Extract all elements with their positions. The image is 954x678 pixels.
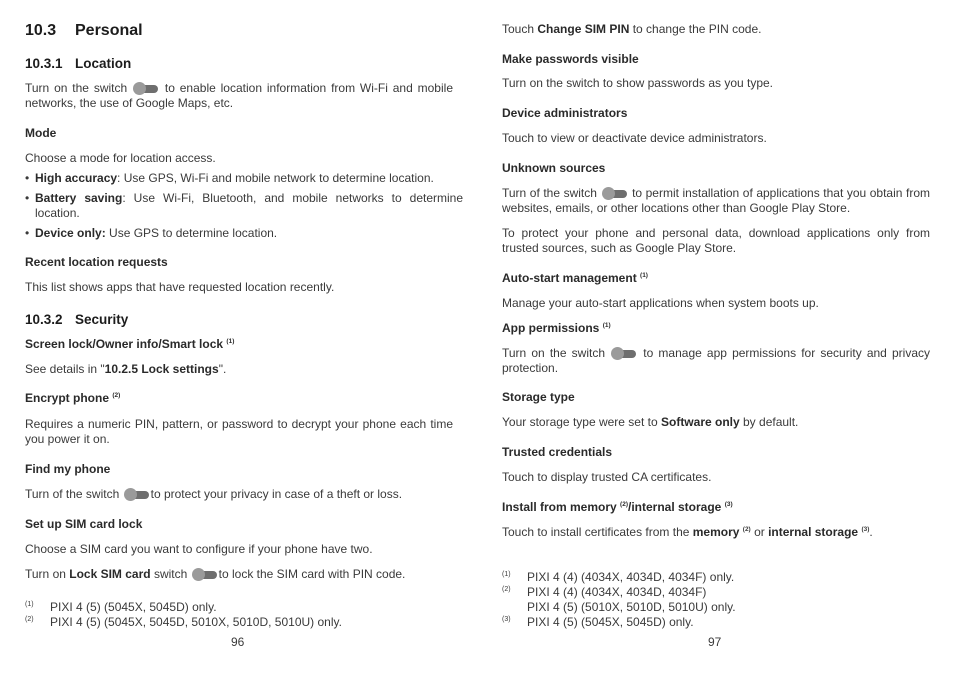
mode-heading: Mode xyxy=(25,126,57,140)
section-heading: 10.3 Personal xyxy=(25,22,143,39)
list-item: • High accuracy: Use GPS, Wi-Fi and mobile network to determine location. xyxy=(25,171,434,185)
toggle-switch-icon xyxy=(192,568,218,581)
recent-requests-description: This list shows apps that have requested location recently. xyxy=(25,280,335,294)
auto-start-description: Manage your auto-start applications when system boots up. xyxy=(502,296,819,310)
passwords-description: Turn on the switch to show passwords as you type. xyxy=(502,76,774,90)
mode-description: Choose a mode for location access. xyxy=(25,151,216,165)
screen-lock-heading: Screen lock/Owner info/Smart lock $^{(1)}$ xyxy=(25,337,235,351)
install-description: Touch to install certificates from the memory $^{(2)}$ or internal storage $^{(3)}$. xyxy=(502,525,873,539)
change-pin-text: Touch Change SIM PIN to change the PIN code. xyxy=(502,22,762,36)
page-number: 96 xyxy=(231,635,245,649)
list-item: • Battery saving: Use Wi-Fi, Bluetooth, and mobile networks to determine location. xyxy=(25,191,464,220)
sim-lock-description: Choose a SIM card you want to configure if your phone have two. xyxy=(25,542,373,556)
subsection-heading-location: 10.3.1 Location xyxy=(25,56,132,71)
find-my-phone-heading: Find my phone xyxy=(25,462,111,476)
list-item: • Device only: Use GPS to determine location. xyxy=(25,226,278,240)
storage-type-description: Your storage type were set to Software only by default. xyxy=(502,415,799,429)
encrypt-phone-description: Requires a numeric PIN, pattern, or password to decrypt your phone each time you power it on. xyxy=(25,417,453,446)
recent-requests-heading: Recent location requests xyxy=(25,255,168,269)
screen-lock-description: See details in "10.2.5 Lock settings". xyxy=(25,362,227,376)
toggle-switch-icon xyxy=(611,347,637,360)
storage-type-heading: Storage type xyxy=(502,390,575,404)
auto-start-heading: Auto-start management $^{(1)}$ xyxy=(502,271,648,285)
toggle-switch-icon xyxy=(133,82,159,95)
page-number: 97 xyxy=(708,635,722,649)
location-paragraph: Turn on the switch to enable location information from Wi-Fi and mobile networks, the use of Google Maps, etc. xyxy=(25,81,453,110)
app-permissions-heading: App permissions $^{(1)}$ xyxy=(502,321,611,335)
toggle-switch-icon xyxy=(124,488,150,501)
trusted-credentials-heading: Trusted credentials xyxy=(502,445,613,459)
toggle-switch-icon xyxy=(602,187,628,200)
unknown-sources-description: Turn of the switch to permit installation of applications that you obtain from websites, emails, or other locations other than Google Play Store. xyxy=(502,186,930,215)
install-heading: Install from memory $^{(2)}$/internal storage $^{(3)}$ xyxy=(502,500,733,514)
app-permissions-description: Turn on the switch to manage app permissions for security and privacy protection. xyxy=(502,346,930,375)
unknown-sources-note: To protect your phone and personal data, download applications only from trusted sources, such as Google Play Store. xyxy=(502,226,930,255)
encrypt-phone-heading: Encrypt phone $^{(2)}$ xyxy=(25,391,121,405)
device-admin-description: Touch to view or deactivate device administrators. xyxy=(502,131,767,145)
find-my-phone-description: Turn of the switch to protect your privacy in case of a theft or loss. xyxy=(25,487,403,501)
subsection-heading-security: 10.3.2 Security xyxy=(25,312,129,327)
sim-lock-heading: Set up SIM card lock xyxy=(25,517,143,531)
unknown-sources-heading: Unknown sources xyxy=(502,161,606,175)
trusted-credentials-description: Touch to display trusted CA certificates. xyxy=(502,470,712,484)
sim-lock-switch-text: Turn on Lock SIM card switch to lock the SIM card with PIN code. xyxy=(25,567,406,581)
device-admin-heading: Device administrators xyxy=(502,106,628,120)
passwords-heading: Make passwords visible xyxy=(502,52,639,66)
